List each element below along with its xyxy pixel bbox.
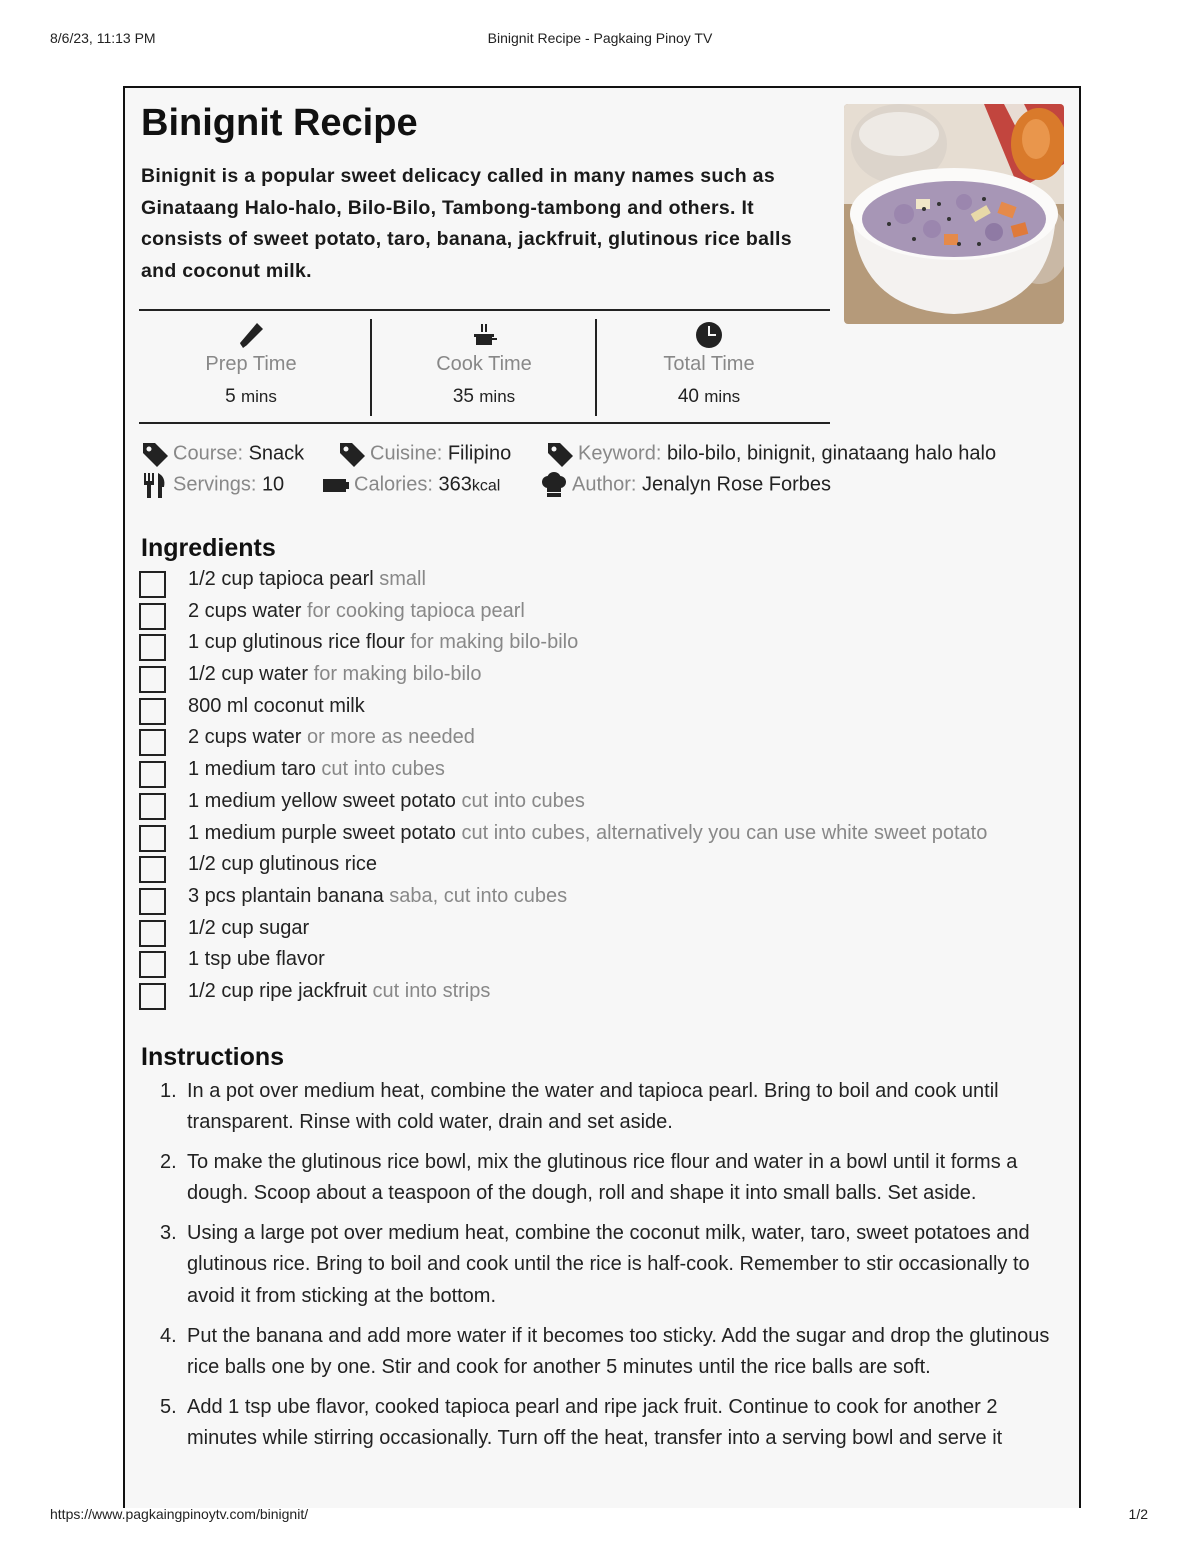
course-value: Snack: [248, 442, 305, 465]
ingredient-checkbox[interactable]: [139, 983, 166, 1010]
recipe-summary: Binignit is a popular sweet delicacy called in many names such as Ginataang Halo-halo, Bilo-Bilo, Tambong-tambong and others. It consists of sweet potato, taro, banana, jackfruit, glutinous rice balls and coconut milk.: [141, 165, 792, 282]
instruction-step: 2. To make the glutinous rice bowl, mix the glutinous rice flour and water in a bowl until it forms a dough. Scoop about a teaspoon of the dough, roll and shape it into small balls. Set aside.: [160, 1151, 1018, 1205]
meta-course: Course: Snack: [141, 440, 304, 468]
ingredient-item: 2 cups water or more as needed: [139, 724, 1069, 756]
meta-calories: Calories: 363kcal: [322, 471, 500, 499]
battery-icon: [322, 471, 350, 499]
print-datetime: 8/6/23, 11:13 PM: [50, 30, 156, 46]
ingredient-item: 3 pcs plantain banana saba, cut into cubes: [139, 883, 1069, 915]
total-time-value: 40 mins: [677, 386, 741, 407]
keyword-value: bilo-bilo, binignit, ginataang halo halo: [666, 442, 997, 465]
recipe-times: [139, 309, 830, 424]
ingredient-item: 1 medium purple sweet potato cut into cubes, alternatively you can use white sweet potato: [139, 820, 1069, 852]
meta-author: Author: Jenalyn Rose Forbes: [540, 471, 831, 499]
ingredient-checkbox[interactable]: [139, 666, 166, 693]
ingredient-checkbox[interactable]: [139, 856, 166, 883]
recipe-card: [123, 86, 1081, 1508]
ingredients-heading: Ingredients: [141, 534, 276, 562]
servings-value: 10: [261, 473, 285, 496]
recipe-photo[interactable]: [844, 104, 1064, 324]
meta-row-2: [141, 471, 1071, 499]
print-footer: [0, 1506, 1200, 1526]
clock-icon: [695, 321, 723, 349]
cook-time-value: 35 mins: [452, 386, 516, 407]
ingredient-checkbox[interactable]: [139, 793, 166, 820]
binignit-bowl-image: [844, 104, 1064, 324]
cook-time-label: Cook Time: [436, 353, 532, 375]
ingredient-item: 1 medium taro cut into cubes: [139, 756, 1069, 788]
instruction-step: 1. In a pot over medium heat, combine the water and tapioca pearl. Bring to boil and cook until transparent. Rinse with cold water, drain and set aside.: [160, 1080, 999, 1134]
ingredient-item: 800 ml coconut milk: [139, 693, 1069, 725]
total-time: [597, 311, 821, 422]
recipe-title: Binignit Recipe: [141, 102, 418, 144]
ingredients-list: [139, 566, 1069, 1010]
ingredient-item: 1 medium yellow sweet potato cut into cubes: [139, 788, 1069, 820]
ingredient-item: 1 cup glutinous rice flour for making bilo-bilo: [139, 629, 1069, 661]
instructions-list: [160, 1076, 1050, 1463]
print-page-number: 1/2: [1128, 1506, 1148, 1522]
instruction-step: 5. Add 1 tsp ube flavor, cooked tapioca pearl and ripe jack fruit. Continue to cook for another 2 minutes while stirring occasionally. Turn off the heat, transfer into a serving bowl and serve it: [160, 1395, 1003, 1449]
prep-time: [139, 311, 363, 422]
print-url[interactable]: https://www.pagkaingpinoytv.com/binignit/: [50, 1506, 309, 1522]
meta-keyword: Keyword: bilo-bilo, binignit, ginataang halo halo: [546, 440, 996, 468]
prep-time-label: Prep Time: [205, 353, 297, 375]
ingredient-checkbox[interactable]: [139, 603, 166, 630]
meta-cuisine: Cuisine: Filipino: [338, 440, 511, 468]
ingredient-checkbox[interactable]: [139, 729, 166, 756]
ingredient-checkbox[interactable]: [139, 571, 166, 598]
tag-icon: [546, 440, 574, 468]
ingredient-checkbox[interactable]: [139, 761, 166, 788]
meta-row-1: [141, 440, 1071, 468]
cook-time: [372, 311, 596, 422]
calories-value: 363: [438, 473, 472, 496]
meta-servings: Servings: 10: [141, 471, 284, 499]
ingredient-item: 1/2 cup ripe jackfruit cut into strips: [139, 978, 1069, 1010]
ingredient-item: 1/2 cup water for making bilo-bilo: [139, 661, 1069, 693]
ingredient-item: 1/2 cup sugar: [139, 915, 1069, 947]
instruction-step: 3. Using a large pot over medium heat, combine the coconut milk, water, taro, sweet potatoes and glutinous rice. Bring to boil and cook until the rice is half-cook. Remember to stir occasionally to avoid it from sticking at the bottom.: [160, 1222, 1030, 1307]
ingredient-checkbox[interactable]: [139, 888, 166, 915]
total-time-label: Total Time: [663, 353, 755, 375]
author-value: Jenalyn Rose Forbes: [642, 473, 832, 496]
knife-icon: [237, 321, 265, 349]
ingredient-checkbox[interactable]: [139, 634, 166, 661]
print-header: [0, 30, 1200, 50]
chef-hat-icon: [540, 471, 568, 499]
instructions-heading: Instructions: [141, 1043, 285, 1071]
tag-icon: [338, 440, 366, 468]
ingredient-checkbox[interactable]: [139, 825, 166, 852]
ingredient-item: 2 cups water for cooking tapioca pearl: [139, 598, 1069, 630]
ingredient-checkbox[interactable]: [139, 920, 166, 947]
ingredient-item: 1 tsp ube flavor: [139, 946, 1069, 978]
ingredient-checkbox[interactable]: [139, 951, 166, 978]
ingredient-checkbox[interactable]: [139, 698, 166, 725]
cuisine-value: Filipino: [447, 442, 512, 465]
tag-icon: [141, 440, 169, 468]
instruction-step: 4. Put the banana and add more water if it becomes too sticky. Add the sugar and drop the glutinous rice balls one by one. Stir and cook for another 5 minutes until the rice balls are soft.: [160, 1324, 1050, 1378]
ingredient-item: 1/2 cup tapioca pearl small: [139, 566, 1069, 598]
ingredient-item: 1/2 cup glutinous rice: [139, 851, 1069, 883]
pot-icon: [470, 321, 498, 349]
utensils-icon: [141, 471, 169, 499]
prep-time-value: 5 mins: [225, 386, 277, 407]
print-page-title: Binignit Recipe - Pagkaing Pinoy TV: [487, 30, 713, 46]
